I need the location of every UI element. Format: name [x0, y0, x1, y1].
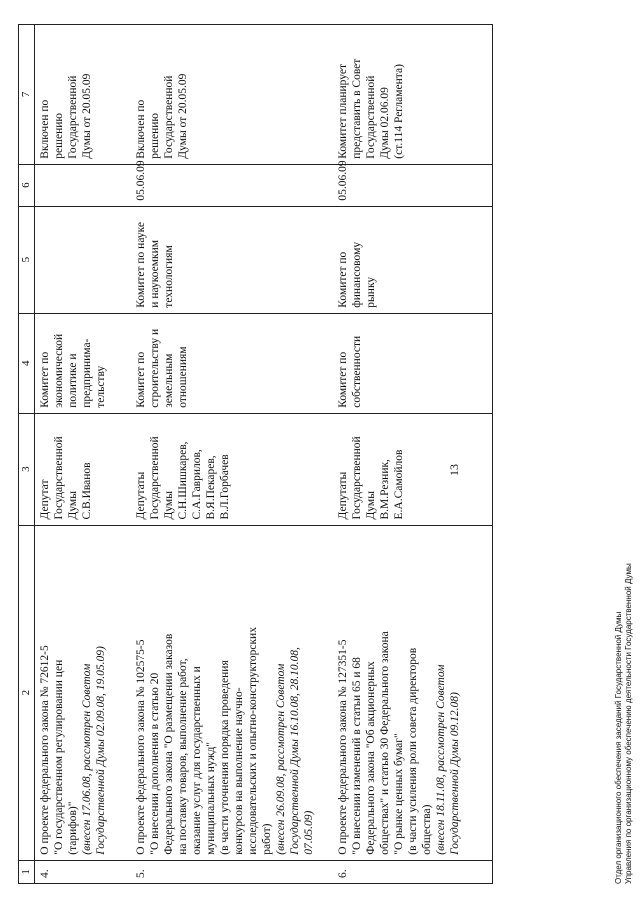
- bill-note-line: (внесен 17.06.08, рассмотрен Советом: [81, 663, 94, 855]
- bill-text-line: исследовательских и опытно-конструкторских: [247, 627, 260, 855]
- bill-text-line: "О государственном регулировании цен: [53, 659, 66, 855]
- author-line: Думы: [162, 491, 175, 520]
- column-header: 6: [19, 164, 35, 206]
- row-number: 5.: [131, 860, 333, 883]
- decision-line: Государственной: [364, 75, 377, 159]
- decision-note: [35, 25, 131, 165]
- bill-author: [333, 413, 493, 525]
- review-date: 05.06.09: [131, 164, 333, 206]
- page-number: 13: [447, 464, 461, 476]
- author-line: В.Я.Пекарев,: [204, 455, 217, 520]
- co-executor-committee: [333, 206, 493, 313]
- decision-line: решению: [148, 113, 161, 159]
- bill-text-line: О проекте федерального закона № 127351-5: [336, 639, 349, 855]
- column-header: 3: [19, 413, 35, 525]
- author-line: Государственной: [350, 436, 363, 520]
- bill-text-line: оказание услуг для государственных и: [190, 666, 203, 855]
- bill-description: [35, 525, 131, 860]
- decision-note: [131, 25, 333, 165]
- bill-text-line: (тарифов)": [67, 801, 80, 855]
- bill-text-line: О проекте федерального закона № 72612-5: [39, 645, 52, 855]
- committee-line: политике и: [67, 353, 80, 408]
- footer-line: Отдел организационного обеспечения заседаний Государственной Думы: [614, 611, 623, 884]
- document-page: [0, 12, 640, 892]
- bill-text-line: Федерального закона "Об акционерных: [364, 661, 377, 855]
- committee-line: тельству: [95, 365, 108, 408]
- decision-line: Государственной: [162, 75, 175, 159]
- row-number: 4.: [35, 860, 131, 883]
- co-executor-committee: [35, 206, 131, 313]
- author-line: С.Н.Шишкарев,: [176, 441, 189, 520]
- footer: [614, 563, 634, 884]
- decision-note: [333, 25, 493, 165]
- co-committee-line: технологиям: [162, 245, 175, 308]
- bill-text-line: муниципальных нужд": [204, 741, 217, 855]
- review-date: [35, 164, 131, 206]
- table-row: [131, 25, 333, 884]
- row-number: 6.: [333, 860, 493, 883]
- table-row: [35, 25, 131, 884]
- header-row: [19, 25, 35, 884]
- author-line: Государственной: [148, 436, 161, 520]
- responsible-committee: [35, 313, 131, 413]
- bill-text-line: обществах" и статью 30 Федерального закона: [378, 631, 391, 855]
- author-line: Государственной: [53, 436, 66, 520]
- decision-line: представить в Совет: [350, 58, 363, 159]
- column-header: 2: [19, 525, 35, 860]
- bill-text-line: "О рынке ценных бумаг": [392, 733, 405, 855]
- bill-text-line: работ): [261, 823, 274, 855]
- co-committee-line: финансовому: [350, 241, 363, 308]
- co-committee-line: и наукоемким: [148, 239, 161, 308]
- committee-line: строительству и: [148, 328, 161, 408]
- decision-line: Думы 02.06.09: [378, 87, 391, 159]
- committee-line: Комитет по: [39, 351, 52, 408]
- column-header: 5: [19, 206, 35, 313]
- co-committee-line: Комитет по: [336, 251, 349, 308]
- author-line: Думы: [67, 491, 80, 520]
- bills-table: [18, 24, 493, 884]
- decision-line: Включен по: [134, 99, 147, 159]
- committee-line: собственности: [350, 335, 363, 408]
- bill-text-line: (в части уточнения порядка проведения: [219, 660, 231, 855]
- author-line: С.В.Иванов: [81, 462, 94, 520]
- bill-text-line: общества): [421, 804, 433, 855]
- bill-author: [35, 413, 131, 525]
- bill-note-line: Государственной Думы 16.10.08, 28.10.08,: [289, 647, 302, 855]
- responsible-committee: [333, 313, 493, 413]
- author-line: С.А.Гаврилов,: [190, 449, 203, 520]
- author-line: Депутат: [39, 479, 52, 520]
- review-date: 05.06.09: [333, 164, 493, 206]
- author-line: В.Л.Горбачев: [219, 454, 231, 520]
- decision-line: Думы от 20.05.09: [81, 73, 94, 159]
- committee-line: Комитет по: [134, 351, 147, 408]
- column-header: 4: [19, 313, 35, 413]
- bill-text-line: (в части усиления роли совета директоров: [406, 647, 419, 855]
- author-line: Думы: [364, 491, 377, 520]
- bill-note-line: Государственной Думы 09.12.08): [449, 692, 462, 855]
- bill-text-line: "О внесении изменений в статьи 65 и 68: [350, 657, 363, 855]
- decision-line: (ст.114 Регламента): [392, 64, 405, 159]
- bill-author: [131, 413, 333, 525]
- bill-text-line: конкурсов на выполнение научно-: [233, 687, 246, 855]
- bill-note-line: (внесен 18.11.08, рассмотрен Советом: [435, 664, 448, 855]
- committee-line: земельным: [162, 353, 175, 408]
- responsible-committee: [131, 313, 333, 413]
- bill-text-line: Федерального закона "О размещении заказов: [162, 633, 175, 855]
- bill-note-line: 07.05.09): [303, 810, 316, 855]
- committee-line: экономической: [53, 333, 66, 408]
- decision-line: решению: [53, 113, 66, 159]
- table-row: [333, 25, 493, 884]
- bill-note-line: (внесен 26.09.08, рассмотрен Советом: [275, 663, 288, 855]
- bill-text-line: "О внесении дополнения в статью 20: [148, 672, 161, 855]
- bill-text-line: О проекте федерального закона № 102575-5: [134, 639, 147, 855]
- decision-line: Включен по: [39, 99, 52, 159]
- column-header: 7: [19, 25, 35, 165]
- committee-line: Комитет по: [336, 351, 349, 408]
- author-line: Депутаты: [336, 471, 349, 520]
- author-line: Депутаты: [134, 471, 147, 520]
- decision-line: Государственной: [67, 75, 80, 159]
- co-committee-line: рынку: [364, 276, 377, 308]
- bill-text-line: на поставку товаров, выполнение работ,: [176, 658, 189, 855]
- author-line: Е.А.Самойлов: [392, 449, 405, 520]
- committee-line: предпринима-: [81, 338, 94, 408]
- footer-line: Управления по организационному обеспечению деятельности Государственной Думы: [624, 563, 633, 884]
- bill-description: [131, 525, 333, 860]
- co-executor-committee: [131, 206, 333, 313]
- bill-description: [333, 525, 493, 860]
- decision-line: Комитет планирует: [336, 63, 349, 159]
- bill-note-line: Государственной Думы 02.09.08, 19.05.09): [95, 646, 108, 855]
- co-committee-line: Комитет по науке: [134, 221, 147, 308]
- column-header: 1: [19, 860, 35, 883]
- decision-line: Думы от 20.05.09: [176, 73, 189, 159]
- author-line: В.М.Резник,: [378, 459, 391, 520]
- committee-line: отношениям: [176, 346, 189, 408]
